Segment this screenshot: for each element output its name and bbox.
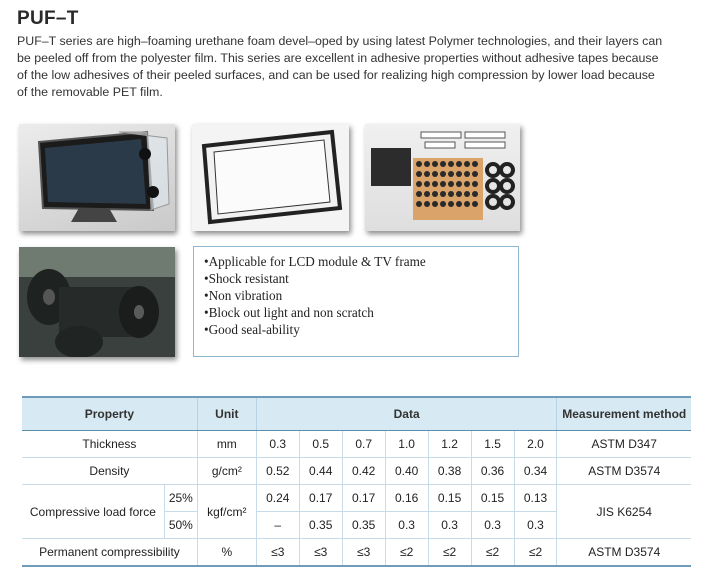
cell-value: ≤2: [471, 539, 514, 567]
cell-value: 0.38: [428, 458, 471, 485]
cell-value: 0.35: [299, 512, 342, 539]
header-property: Property: [22, 397, 197, 431]
row-label-thickness: Thickness: [22, 431, 197, 458]
row-label-compressive: Compressive load force: [22, 485, 164, 539]
cell-value: 0.3: [514, 512, 557, 539]
cell-value: 0.17: [342, 485, 385, 512]
cell-method: ASTM D347: [557, 431, 691, 458]
table-row: [22, 539, 691, 567]
tv-frame-photo: [192, 124, 349, 231]
cell-value: 0.44: [299, 458, 342, 485]
table-row: [22, 485, 691, 512]
row-label-permanent: Permanent compressibility: [22, 539, 197, 567]
table-row: [22, 431, 691, 458]
cell-value: ≤3: [342, 539, 385, 567]
cell-unit: kgf/cm²: [197, 485, 256, 539]
header-data: Data: [256, 397, 557, 431]
cell-value: 0.3: [385, 512, 428, 539]
specification-table: [22, 396, 691, 567]
feature-item: • Good seal-ability: [204, 321, 508, 338]
cell-method: ASTM D3574: [557, 539, 691, 567]
cell-sub-label: 25%: [164, 485, 197, 512]
product-description: PUF–T series are high–foaming urethane foam devel–oped by using latest Polymer technologies, and their layers can be peeled off from the polyester film. This series are excellent in adhesive properties without adhesive tapes because of the low adhesives of their peeled surfaces, and can be used for realizing high compression by lower load because of the removable PET film.: [17, 34, 663, 99]
cell-value: 0.3: [428, 512, 471, 539]
cell-value: 0.34: [514, 458, 557, 485]
foam-parts-photo: [365, 124, 520, 231]
cell-value: 2.0: [514, 431, 557, 458]
cell-value: 0.35: [342, 512, 385, 539]
table-row: [22, 458, 691, 485]
feature-item: • Shock resistant: [204, 270, 508, 287]
cell-value: ≤2: [428, 539, 471, 567]
cell-value: –: [256, 512, 299, 539]
cell-value: ≤2: [385, 539, 428, 567]
cell-value: 0.15: [428, 485, 471, 512]
cell-value: 1.2: [428, 431, 471, 458]
cell-value: 0.13: [514, 485, 557, 512]
cell-unit: g/cm²: [197, 458, 256, 485]
cell-value: ≤3: [299, 539, 342, 567]
cell-value: 1.5: [471, 431, 514, 458]
feature-item: • Non vibration: [204, 287, 508, 304]
cell-method: JIS K6254: [557, 485, 691, 539]
cell-value: 0.3: [471, 512, 514, 539]
cell-value: 0.24: [256, 485, 299, 512]
header-unit: Unit: [197, 397, 256, 431]
cell-unit: %: [197, 539, 256, 567]
cell-value: 0.3: [256, 431, 299, 458]
header-method: Measurement method: [557, 397, 691, 431]
page-title: PUF–T: [17, 8, 79, 29]
foam-rolls-photo: [19, 247, 175, 357]
cell-unit: mm: [197, 431, 256, 458]
cell-sub-label: 50%: [164, 512, 197, 539]
cell-value: ≤2: [514, 539, 557, 567]
cell-value: 0.5: [299, 431, 342, 458]
cell-value: 0.42: [342, 458, 385, 485]
cell-value: ≤3: [256, 539, 299, 567]
cell-method: ASTM D3574: [557, 458, 691, 485]
lcd-monitor-photo: [19, 124, 175, 231]
cell-value: 0.40: [385, 458, 428, 485]
cell-value: 0.36: [471, 458, 514, 485]
cell-value: 0.16: [385, 485, 428, 512]
cell-value: 0.52: [256, 458, 299, 485]
row-label-density: Density: [22, 458, 197, 485]
feature-item: • Block out light and non scratch: [204, 304, 508, 321]
feature-list-box: [193, 246, 519, 357]
cell-value: 0.7: [342, 431, 385, 458]
feature-item: • Applicable for LCD module & TV frame: [204, 253, 508, 270]
cell-value: 1.0: [385, 431, 428, 458]
cell-value: 0.17: [299, 485, 342, 512]
cell-value: 0.15: [471, 485, 514, 512]
